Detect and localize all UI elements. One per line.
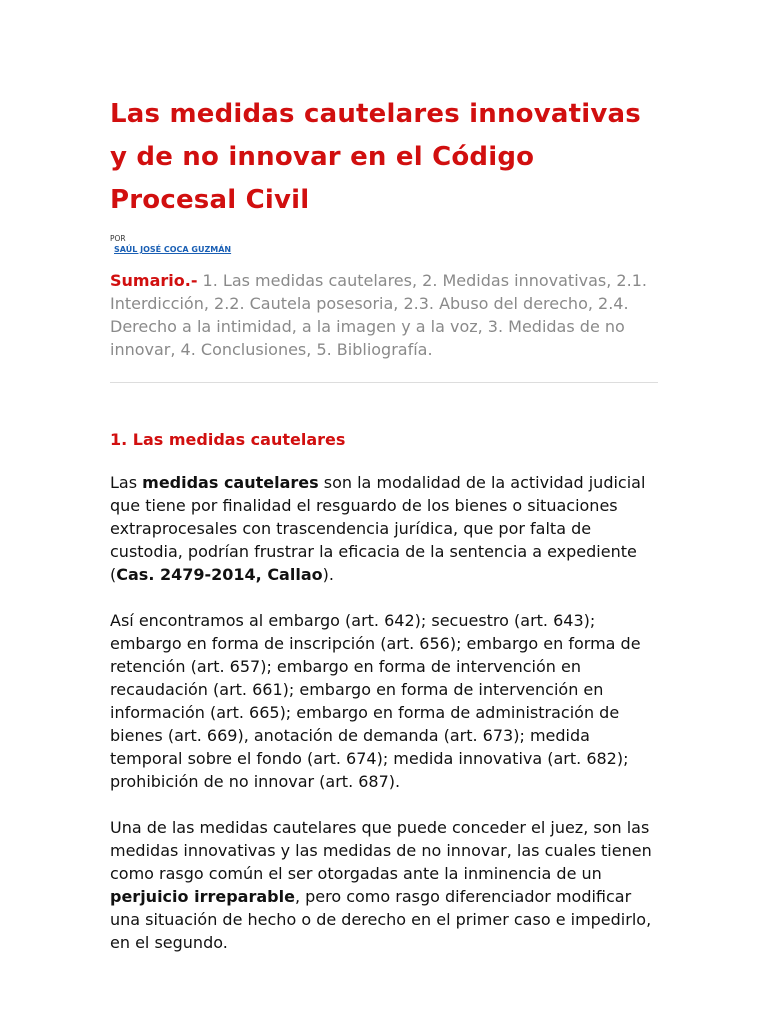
summary-text: 1. Las medidas cautelares, 2. Medidas innovativas, 2.1. Interdicción, 2.2. Cautela posesoria, 2.3. Abuso del derecho, 2.4. Derecho a la intimidad, a la imagen y a la voz, 3. Medidas de no innovar, 4. Conclusiones, 5. Bibliografía. xyxy=(110,271,647,359)
article-title: Las medidas cautelares innovativas y de no innovar en el Código Procesal Civil xyxy=(110,99,641,215)
p1-text-3: ). xyxy=(322,565,334,584)
author-link[interactable]: SAÚL JOSÉ COCA GUZMÁN xyxy=(114,245,232,254)
p3-bold-1: perjuicio irreparable xyxy=(110,887,295,906)
p1-text-2: son la modalidad de la actividad judicial que tiene por finalidad el resguardo de los bienes o situaciones extraprocesales con trascendencia jurídica, que por falta de custodia, podrían frustrar la eficacia de la sentencia a expediente ( xyxy=(110,473,646,584)
divider xyxy=(110,382,658,383)
paragraph-3 xyxy=(110,816,658,954)
p1-text-1: Las xyxy=(110,473,143,492)
byline xyxy=(110,234,658,255)
article-summary xyxy=(110,269,658,361)
byline-label: POR xyxy=(110,234,126,243)
paragraph-2: Así encontramos al embargo (art. 642); secuestro (art. 643); embargo en forma de inscripción (art. 656); embargo en forma de retención (art. 657); embargo en forma de intervención en recaudación (art. 661); embargo en forma de intervención en información (art. 665); embargo en forma de administración de bienes (art. 669), anotación de demanda (art. 673); medida temporal sobre el fondo (art. 674); medida innovativa (art. 682); prohibición de no innovar (art. 687). xyxy=(110,611,641,791)
summary-label: Sumario.- xyxy=(110,271,198,290)
p3-text-1: Una de las medidas cautelares que puede conceder el juez, son las medidas innovativas y las medidas de no innovar, las cuales tienen como rasgo común el ser otorgadas ante la inminencia de un xyxy=(110,818,652,883)
p3-text-2: , pero como rasgo diferenciador modificar una situación de hecho o de derecho en el primer caso e impedirlo, en el segundo. xyxy=(110,887,652,952)
paragraph-1 xyxy=(110,471,658,586)
p1-bold-2: Cas. 2479-2014, Callao xyxy=(116,565,323,584)
p1-bold-1: medidas cautelares xyxy=(142,473,319,492)
section-heading: 1. Las medidas cautelares xyxy=(110,430,346,449)
